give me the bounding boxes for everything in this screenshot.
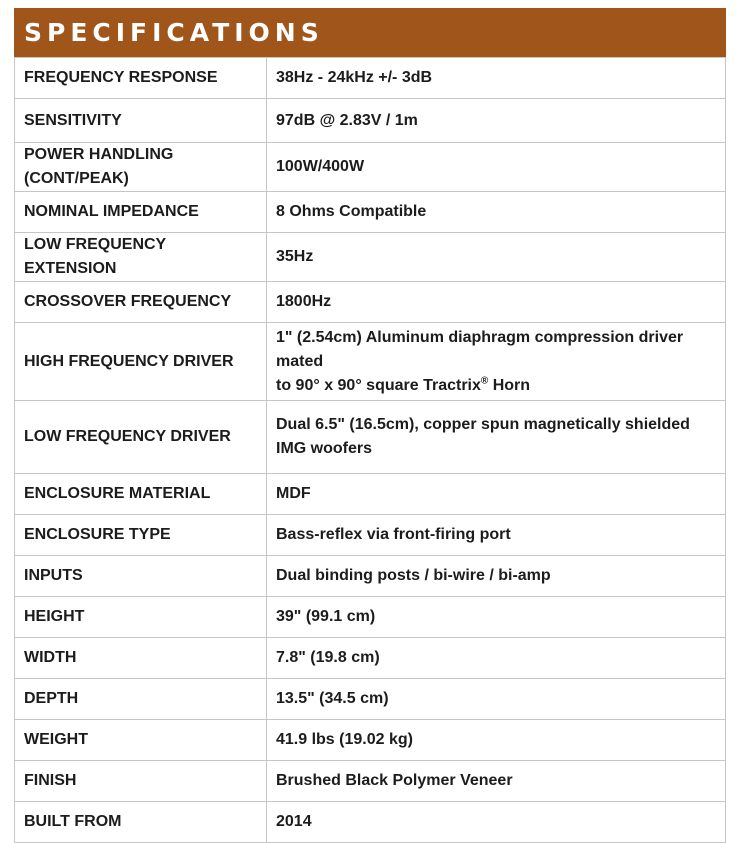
spec-value-line: Dual 6.5" (16.5cm), copper spun magnetically shielded xyxy=(276,416,690,433)
table-row xyxy=(15,802,726,843)
table-row xyxy=(15,638,726,679)
spec-label: BUILT FROM xyxy=(15,802,267,843)
spec-value xyxy=(267,401,726,474)
spec-label: HEIGHT xyxy=(15,597,267,638)
spec-label: FINISH xyxy=(15,761,267,802)
spec-header: SPECIFICATIONS xyxy=(14,8,726,57)
spec-value: 1800Hz xyxy=(267,282,726,323)
table-row xyxy=(15,58,726,99)
spec-label: INPUTS xyxy=(15,556,267,597)
table-row xyxy=(15,556,726,597)
table-row xyxy=(15,474,726,515)
spec-value-line: Horn xyxy=(488,376,531,394)
table-row xyxy=(15,143,726,192)
spec-value-line: IMG woofers xyxy=(276,440,373,457)
spec-label: DEPTH xyxy=(15,679,267,720)
spec-label: LOW FREQUENCY EXTENSION xyxy=(15,233,267,282)
spec-value: 13.5" (34.5 cm) xyxy=(267,679,726,720)
spec-value: Bass-reflex via front-firing port xyxy=(267,515,726,556)
registered-mark: ® xyxy=(480,375,489,387)
table-row xyxy=(15,282,726,323)
spec-value: MDF xyxy=(267,474,726,515)
spec-label: WEIGHT xyxy=(15,720,267,761)
spec-value-line: 1" (2.54cm) Aluminum diaphragm compression driver mated xyxy=(276,328,684,370)
table-row xyxy=(15,233,726,282)
spec-value xyxy=(267,323,726,401)
table-row xyxy=(15,401,726,474)
spec-label: FREQUENCY RESPONSE xyxy=(15,58,267,99)
spec-value-line: to 90° x 90° square Tractrix xyxy=(276,376,481,394)
table-row xyxy=(15,761,726,802)
spec-value: 38Hz - 24kHz +/- 3dB xyxy=(267,58,726,99)
table-row xyxy=(15,597,726,638)
spec-value: 7.8" (19.8 cm) xyxy=(267,638,726,679)
spec-label: HIGH FREQUENCY DRIVER xyxy=(15,323,267,401)
spec-value: 41.9 lbs (19.02 kg) xyxy=(267,720,726,761)
table-row xyxy=(15,679,726,720)
spec-value: Dual binding posts / bi-wire / bi-amp xyxy=(267,556,726,597)
spec-label: CROSSOVER FREQUENCY xyxy=(15,282,267,323)
table-row xyxy=(15,720,726,761)
spec-value: 100W/400W xyxy=(267,143,726,192)
table-row xyxy=(15,99,726,143)
spec-label: WIDTH xyxy=(15,638,267,679)
table-row xyxy=(15,515,726,556)
spec-sheet xyxy=(14,8,726,843)
spec-label: SENSITIVITY xyxy=(15,99,267,143)
spec-label: ENCLOSURE TYPE xyxy=(15,515,267,556)
spec-label: LOW FREQUENCY DRIVER xyxy=(15,401,267,474)
spec-value: 97dB @ 2.83V / 1m xyxy=(267,99,726,143)
table-row xyxy=(15,192,726,233)
spec-value: Brushed Black Polymer Veneer xyxy=(267,761,726,802)
spec-value: 2014 xyxy=(267,802,726,843)
spec-value: 39" (99.1 cm) xyxy=(267,597,726,638)
spec-value: 35Hz xyxy=(267,233,726,282)
spec-table xyxy=(14,57,726,843)
spec-label: NOMINAL IMPEDANCE xyxy=(15,192,267,233)
table-row xyxy=(15,323,726,401)
spec-label: ENCLOSURE MATERIAL xyxy=(15,474,267,515)
spec-label: POWER HANDLING (CONT/PEAK) xyxy=(15,143,267,192)
spec-value: 8 Ohms Compatible xyxy=(267,192,726,233)
